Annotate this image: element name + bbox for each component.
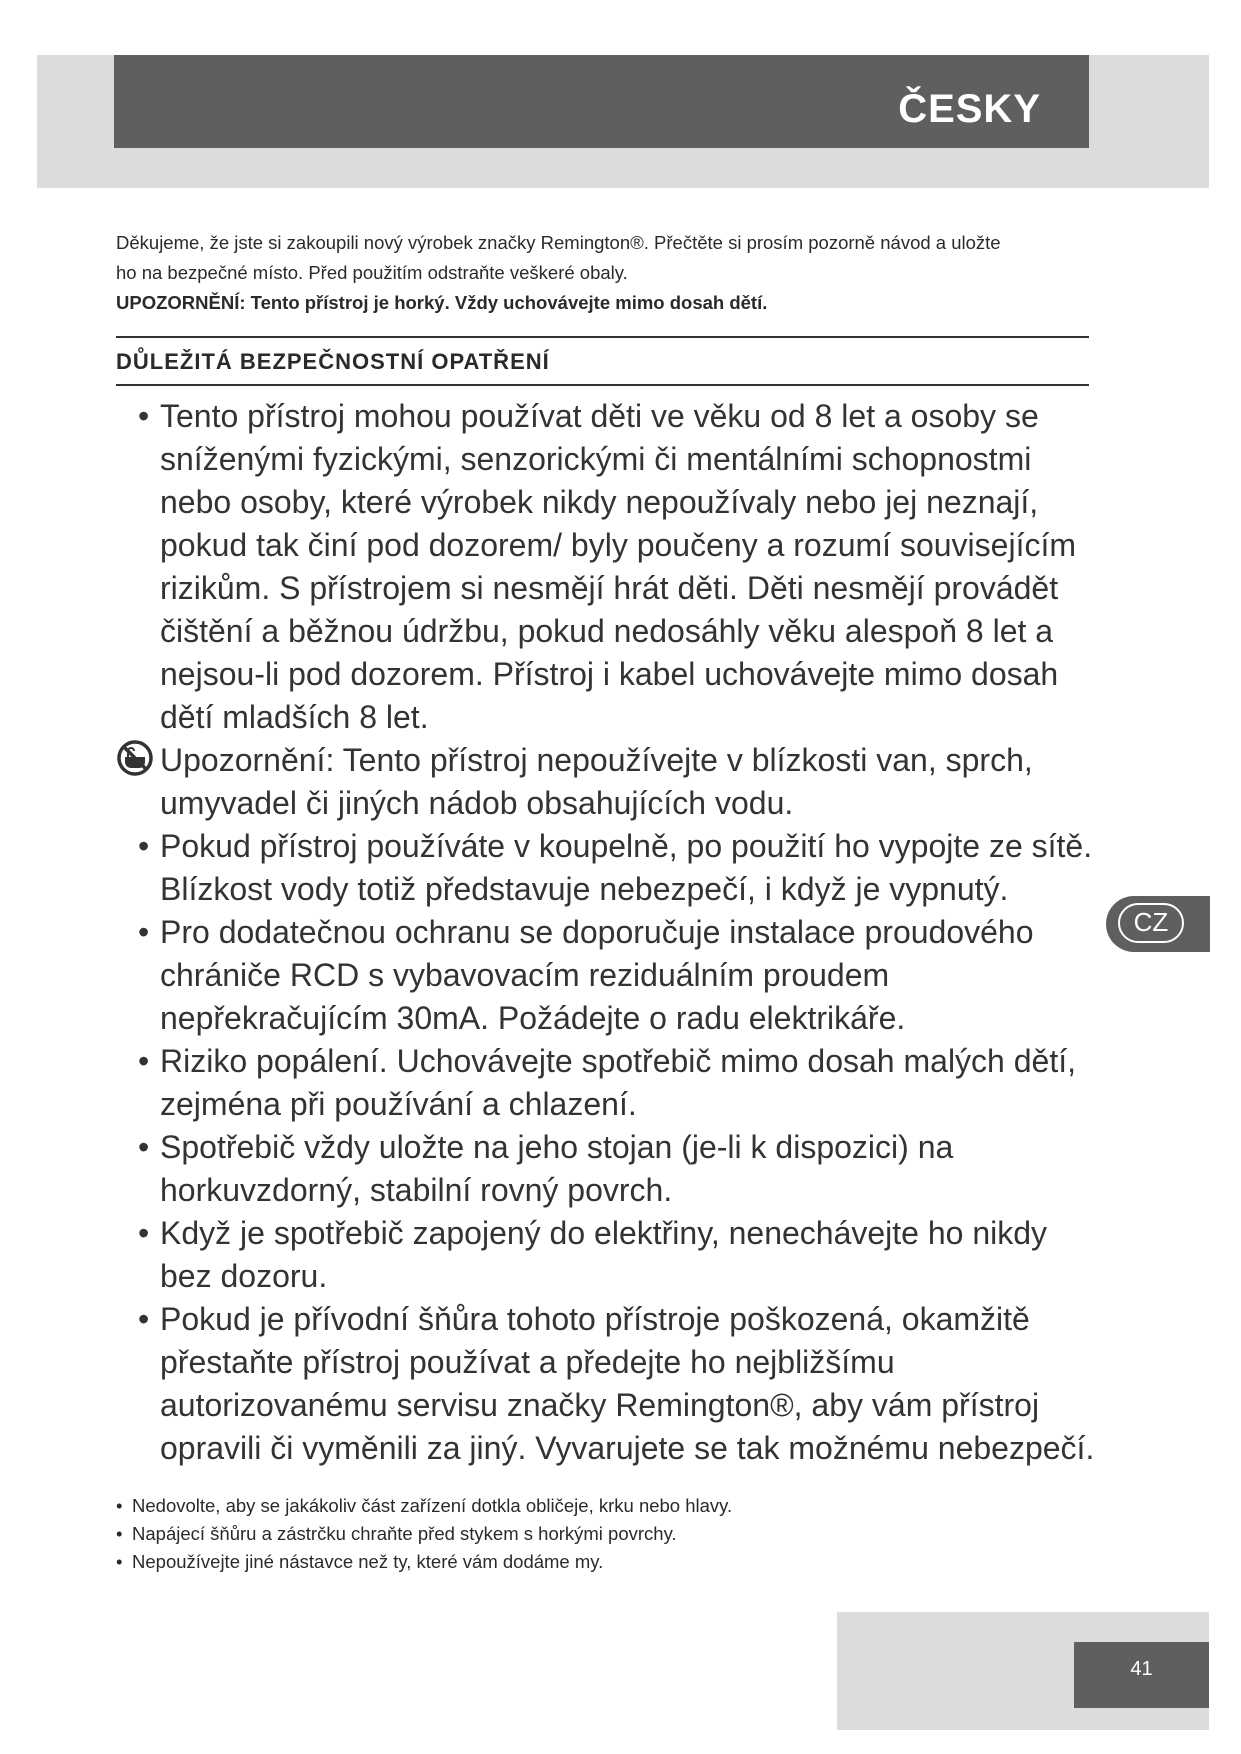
list-item [116,1492,1016,1520]
safety-list [116,395,1096,1470]
list-item [116,395,1096,739]
bullet: • [116,1523,123,1544]
language-badge: CZ [1118,903,1184,943]
list-item-text: Nepoužívejte jiné nástavce než ty, které vám dodáme my. [132,1551,604,1572]
bullet: • [138,1301,150,1337]
list-item-text: Pokud přístroj používáte v koupelně, po použití ho vypojte ze sítě. Blízkost vody totiž představuje nebezpečí, i když je vypnutý. [160,828,1093,907]
list-item [116,911,1096,1040]
list-item [116,1126,1096,1212]
bullet: • [116,1551,123,1572]
list-item-warning [116,739,1096,825]
intro-text [116,228,1076,318]
language-side-tab [1106,896,1210,952]
list-item [116,1212,1096,1298]
bullet: • [138,398,150,434]
bullet: • [138,1215,150,1251]
intro-warning: UPOZORNĚNÍ: Tento přístroj je horký. Vždy uchovávejte mimo dosah dětí. [116,292,768,313]
page-number: 41 [1130,1658,1153,1680]
bullet: • [116,1495,123,1516]
page-number-box [1074,1642,1209,1708]
section-title: DŮLEŽITÁ BEZPEČNOSTNÍ OPATŘENÍ [116,349,550,374]
list-item [116,1548,1016,1576]
language-title: ČESKY [898,87,1041,131]
additional-list [116,1492,1016,1576]
section-divider-top [116,336,1089,338]
list-item [116,1040,1096,1126]
list-item-text: Napájecí šňůru a zástrčku chraňte před stykem s horkými povrchy. [132,1523,677,1544]
list-item-text: Riziko popálení. Uchovávejte spotřebič mimo dosah malých dětí, zejména při používání a chlazení. [160,1043,1076,1122]
list-item [116,825,1096,911]
list-item-text: Když je spotřebič zapojený do elektřiny, nenechávejte ho nikdy bez dozoru. [160,1215,1048,1294]
bullet: • [138,914,150,950]
list-item-text: Pokud je přívodní šňůra tohoto přístroje poškozená, okamžitě přestaňte přístroj používat a předejte ho nejbližšímu autorizovanému servisu značky Remington®, aby vám přístroj opravili či vyměnili za jiný. Vyvarujete se tak možnému nebezpečí. [160,1301,1095,1466]
list-item-text: Pro dodatečnou ochranu se doporučuje instalace proudového chrániče RCD s vybavovacím reziduálním proudem nepřekračujícím 30mA. Požádejte o radu elektrikáře. [160,914,1034,1036]
list-item [116,1298,1096,1470]
section-divider-bottom [116,384,1089,386]
list-item [116,1520,1016,1548]
bullet: • [138,1043,150,1079]
list-item-text: Tento přístroj mohou používat děti ve věku od 8 let a osoby se sníženými fyzickými, senzorickými či mentálními schopnostmi nebo osoby, které výrobek nikdy nepoužívaly nebo jej neznají, pokud tak činí pod dozorem/ byly poučeny a rozumí souvisejícím rizikům. S přístrojem si nesmějí hrát děti. Děti nesmějí provádět čištění a běžnou údržbu, pokud nedosáhly věku alespoň 8 let a nejsou-li pod dozorem. Přístroj i kabel uchovávejte mimo dosah dětí mladších 8 let. [160,398,1076,735]
bullet: • [138,1129,150,1165]
list-item-text: Upozornění: Tento přístroj nepoužívejte v blízkosti van, sprch, umyvadel či jiných nádob obsahujících vodu. [160,742,1033,821]
no-bath-icon [116,739,154,777]
intro-line-2: ho na bezpečné místo. Před použitím odstraňte veškeré obaly. [116,262,628,283]
intro-line-1: Děkujeme, že jste si zakoupili nový výrobek značky Remington®. Přečtěte si prosím pozorně návod a uložte [116,232,1001,253]
list-item-text: Nedovolte, aby se jakákoliv část zařízení dotkla obličeje, krku nebo hlavy. [132,1495,733,1516]
list-item-text: Spotřebič vždy uložte na jeho stojan (je-li k dispozici) na horkuvzdorný, stabilní rovný povrch. [160,1129,954,1208]
header-title-bar [114,55,1089,148]
bullet: • [138,828,150,864]
